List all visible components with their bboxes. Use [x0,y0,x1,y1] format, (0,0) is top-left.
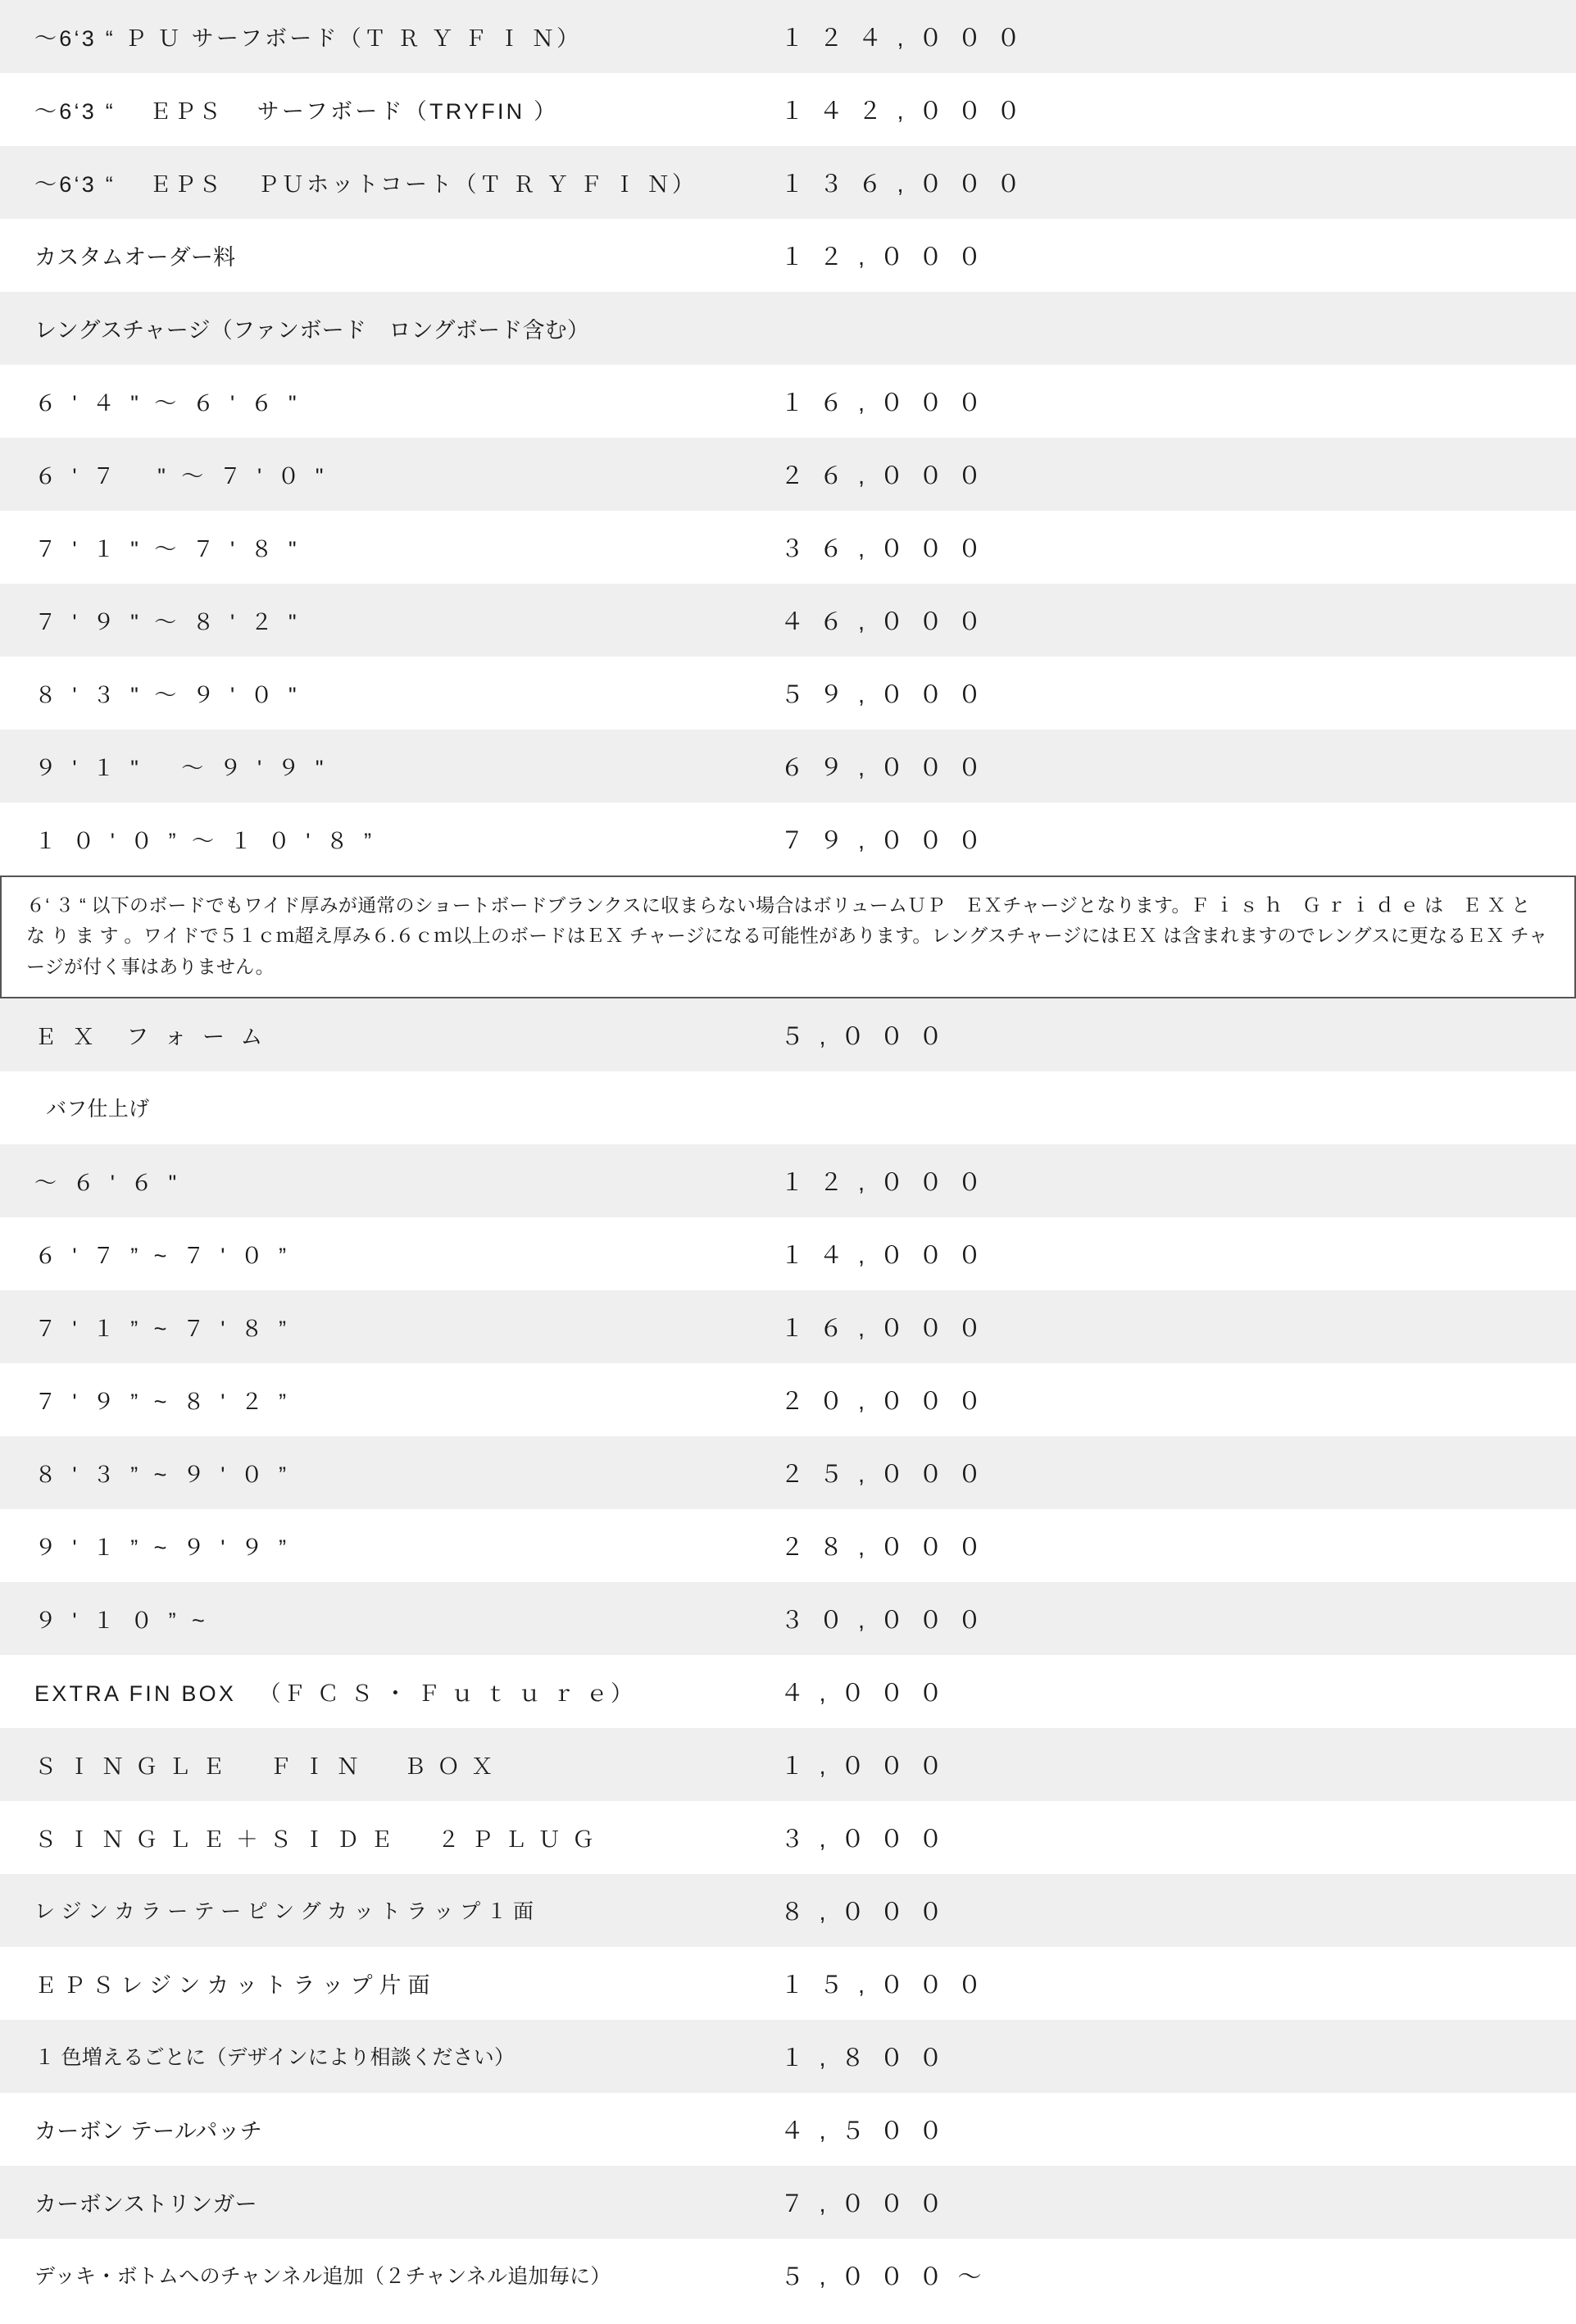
row-value: ３ , ０ ０ ０ [780,1826,947,1853]
row-label: Ｅ Ｐ Ｓ レ ジ ン カ ッ ト ラ ッ プ 片 面 [34,1972,430,1998]
table-cell-label [0,2166,746,2239]
table-row [0,1217,1576,1290]
table-row [0,1947,1576,2020]
table-cell-value [746,1728,1576,1801]
row-value: １ ５ , ０ ０ ０ [780,1972,986,1999]
row-value: １ ２ , ０ ０ ０ [780,244,986,271]
row-label: 〜 ６ ' ６ " [34,1170,182,1195]
table-cell-label [0,2020,746,2093]
row-value: ２ ６ , ０ ０ ０ [780,463,986,489]
table-cell-value [746,438,1576,511]
table-row [0,730,1576,803]
table-row [0,1144,1576,1217]
table-row [0,2239,1576,2312]
table-cell-label [0,1582,746,1655]
table-row [0,1801,1576,1874]
table-cell-value [746,1582,1576,1655]
table-cell-value [746,584,1576,657]
row-label: カーボンストリンガー [34,2191,257,2217]
table-cell-label [0,1290,746,1363]
table-row [0,365,1576,438]
row-value: ８ , ０ ０ ０ [780,1899,947,1926]
row-label: レングスチャージ（ファンボード ロングボード含む） [34,318,590,343]
table-cell-label [0,219,746,292]
table-row [0,1509,1576,1582]
row-label: レ ジ ン カ ラ ー テ ー ピ ン グ カ ッ ト ラ ッ プ １ 面 [34,1900,534,1924]
table-cell-value [746,1363,1576,1436]
table-cell-label [0,657,746,730]
table-row [0,2166,1576,2239]
note-cell [0,875,1576,998]
row-label: １ ０ ' ０ ” 〜 １ ０ ' ８ ” [34,829,377,853]
row-label: ７ ' １ " 〜 ７ ' ８ " [34,537,302,562]
table-cell-value [746,1217,1576,1290]
table-cell-label [0,146,746,219]
row-value: ２ ５ , ０ ０ ０ [780,1461,986,1488]
table-cell-value [746,730,1576,803]
table-cell-value [746,292,1576,365]
row-value: ４ ６ , ０ ０ ０ [780,609,986,635]
row-label: ７ ' ９ " 〜 ８ ' ２ " [34,610,302,634]
row-value: １ ４ , ０ ０ ０ [780,1242,986,1269]
table-row [0,657,1576,730]
row-value [746,292,1576,365]
row-label: ６ ' ７ ” ~ ７ ' ０ ” [34,1243,292,1268]
table-row [0,1436,1576,1509]
row-label: ９ ' １ ” ~ ９ ' ９ ” [34,1535,292,1560]
table-row [0,219,1576,292]
row-label: ８ ' ３ " 〜 ９ ' ０ " [34,683,302,707]
table-cell-value [746,146,1576,219]
table-row [0,1071,1576,1144]
table-cell-value [746,365,1576,438]
table-cell-label [0,1655,746,1728]
table-row [0,511,1576,584]
table-cell-value [746,219,1576,292]
note-box [0,875,1576,998]
table-cell-value [746,1655,1576,1728]
row-label: 〜6‘3 “ ＥＰＳ ＰＵホットコート（Ｔ Ｒ Ｙ Ｆ Ｉ Ｎ） [34,172,697,197]
table-cell-value [746,73,1576,146]
row-label: Ｓ Ｉ Ｎ Ｇ Ｌ Ｅ Ｆ Ｉ Ｎ Ｂ Ｏ Ｘ [34,1753,496,1779]
table-cell-value [746,2239,1576,2312]
row-value: １ ６ , ０ ０ ０ [780,1315,986,1342]
table-row [0,292,1576,365]
row-label: デッキ・ボトムへのチャンネル追加（２チャンネル追加毎に） [34,2265,611,2289]
table-cell-label [0,584,746,657]
table-cell-value [746,1874,1576,1947]
table-cell-label [0,511,746,584]
row-value: ２ ０ , ０ ０ ０ [780,1388,986,1415]
row-label: ８ ' ３ ” ~ ９ ' ０ ” [34,1462,292,1487]
table-cell-value [746,803,1576,875]
row-label: バフ仕上げ [46,1098,150,1121]
row-label: ６ ' ４ " 〜 ６ ' ６ " [34,391,302,416]
table-row [0,1874,1576,1947]
table-cell-label [0,1947,746,2020]
row-value: １ , ８ ０ ０ [780,2044,947,2072]
table-cell-value [746,1801,1576,1874]
table-cell-label [0,1801,746,1874]
table-cell-value [746,2166,1576,2239]
table-cell-value [746,657,1576,730]
table-cell-value [746,1947,1576,2020]
row-label: ７ ' １ ” ~ ７ ' ８ ” [34,1316,292,1341]
table-cell-label [0,1728,746,1801]
table-cell-label [0,1144,746,1217]
table-row [0,0,1576,73]
row-value: ６ ９ , ０ ０ ０ [780,755,986,781]
row-value: ５ ９ , ０ ０ ０ [780,682,986,708]
row-value: ３ ０ , ０ ０ ０ [780,1607,986,1634]
row-value: ３ ６ , ０ ０ ０ [780,536,986,562]
row-value: １ ２ , ０ ０ ０ [780,1169,986,1196]
row-value: ４ , ５ ０ ０ [780,2117,947,2144]
row-label: ６ ' ７ " 〜 ７ ' ０ " [34,464,329,489]
row-label: ７ ' ９ ” ~ ８ ' ２ ” [34,1389,292,1414]
table-cell-label [0,365,746,438]
table-row [0,1728,1576,1801]
row-label: １ 色増えるごとに（デザインにより相談ください） [34,2046,515,2070]
note-text: ６‘ ３ “ 以下のボードでもワイド厚みが通常のショートボードブランクスに収まらない場合はボリュームＵＰ ＥＸチャージとなります。Ｆ ｉ ｓ ｈ Ｇ ｒ ｉ ｄ ｅ は Ｅ Ｘ と な り ま す 。ワイドで５１ｃｍ超え厚み６.６ｃｍ以上のボードはＥＸ チャージになる可能性があります。レングスチャージにはＥＸ は含まれますのでレングスに更なるＥＸ チャージが付く事はありません。 [26,894,1548,977]
row-value: ４ , ０ ０ ０ [780,1680,947,1707]
table-cell-value [746,0,1576,73]
row-label: EXTRA FIN BOX （Ｆ Ｃ Ｓ ・ Ｆ ｕ ｔ ｕ ｒ ｅ） [34,1680,636,1706]
row-label: Ｅ Ｘ フ ォ ー ム [34,1024,268,1049]
row-label: ９ ' １ ０ ” ~ [34,1608,210,1633]
table-cell-label [0,1874,746,1947]
row-value: ５ , ０ ０ ０ [780,1023,947,1050]
table-cell-value [746,1144,1576,1217]
row-label: Ｓ Ｉ Ｎ Ｇ Ｌ Ｅ ＋ Ｓ Ｉ Ｄ Ｅ ２ Ｐ Ｌ Ｕ Ｇ [34,1826,597,1852]
table-row [0,146,1576,219]
table-cell-label [0,1363,746,1436]
row-value: ７ ９ , ０ ０ ０ [780,828,986,854]
row-label: 〜6‘3 “ ＥＰＳ サーフボード（TRYFIN ） [34,99,559,124]
table-cell-label [0,73,746,146]
table-row [0,1290,1576,1363]
table-cell-label [0,1071,746,1144]
row-value: １ , ０ ０ ０ [780,1753,947,1780]
table-cell-label [0,2093,746,2166]
table-row [0,1582,1576,1655]
table-cell-value [746,511,1576,584]
table-row [0,73,1576,146]
table-cell-label [0,998,746,1071]
row-value: ７ , ０ ０ ０ [780,2190,947,2217]
table-row [0,438,1576,511]
table-row [0,2020,1576,2093]
table-row [0,803,1576,875]
table-cell-value [746,2020,1576,2093]
table-cell-value [746,2093,1576,2166]
table-cell-label [0,803,746,875]
table-cell-value [746,1290,1576,1363]
table-cell-label [0,1509,746,1582]
row-value [746,1071,1576,1144]
row-label: ９ ' １ " 〜 ９ ' ９ " [34,756,329,780]
row-value: ２ ８ , ０ ０ ０ [780,1534,986,1561]
table-cell-label [0,730,746,803]
table-cell-value [746,998,1576,1071]
row-label: 〜6‘3 “ Ｐ Ｕ サーフボード（Ｔ Ｒ Ｙ Ｆ Ｉ Ｎ） [34,26,582,51]
table-row [0,1655,1576,1728]
table-row [0,2093,1576,2166]
table-cell-label [0,438,746,511]
row-value: １ ６ , ０ ０ ０ [780,390,986,416]
table-row [0,998,1576,1071]
row-value: ５ , ０ ０ ０ 〜 [780,2263,986,2290]
table-cell-label [0,1217,746,1290]
table-cell-label [0,292,746,365]
table-cell-value [746,1509,1576,1582]
table-row [0,584,1576,657]
table-cell-label [0,1436,746,1509]
table-cell-value [746,1071,1576,1144]
note-row [0,875,1576,998]
row-label: カーボン テールパッチ [34,2118,263,2144]
table-row [0,1363,1576,1436]
row-label: カスタムオーダー料 [34,245,236,270]
table-cell-value [746,1436,1576,1509]
table-cell-label [0,2239,746,2312]
row-value: １ ４ ２ , ０ ０ ０ [780,98,1025,125]
row-value: １ ２ ４ , ０ ０ ０ [780,25,1025,52]
table-cell-label [0,0,746,73]
row-value: １ ３ ６ , ０ ０ ０ [780,171,1025,198]
